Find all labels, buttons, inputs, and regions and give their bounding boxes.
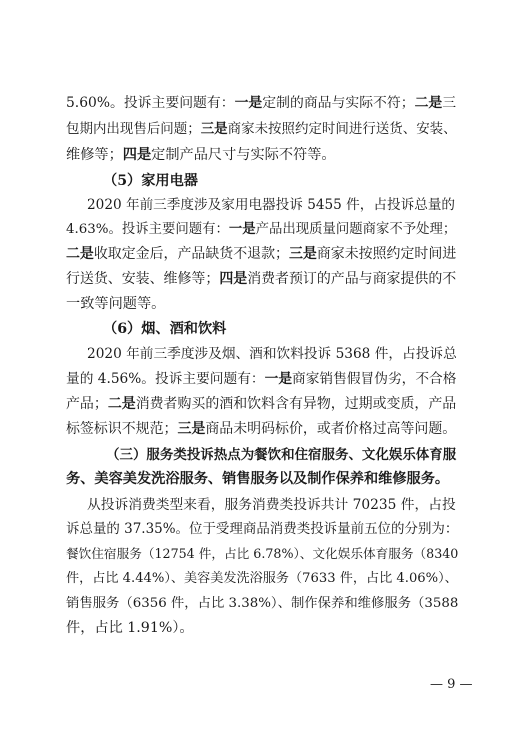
text-segment: 商家未按照约定时间进行送货、安装、 xyxy=(227,121,457,137)
text-segment: 商家销售假冒伪劣，不合格 xyxy=(292,371,457,387)
text-segment: 从投诉消费类型来看，服务消费类投诉共计 70235 件，占投 xyxy=(87,497,456,513)
text-line xyxy=(66,520,458,538)
text-line xyxy=(66,545,458,563)
text-segment: 5.60%。投诉主要问题有： xyxy=(66,95,235,111)
text-line xyxy=(66,420,456,438)
bold-text-segment: 一是 xyxy=(234,95,263,111)
text-segment: 商品未明码标价，或者价格过高等问题。 xyxy=(205,421,457,437)
text-line xyxy=(66,295,196,313)
bold-text-segment: 二是 xyxy=(66,246,94,262)
text-segment: 2020 年前三季度涉及家用电器投诉 5455 件，占投诉总量的 xyxy=(87,197,456,213)
text-segment: 三 xyxy=(442,95,457,111)
bold-text-segment: 二是 xyxy=(414,95,443,111)
page-number: — 9 — xyxy=(430,677,473,692)
text-line xyxy=(87,196,455,214)
text-segment: 消费者预订的产品与商家提供的不 xyxy=(247,271,457,287)
text-segment: 量的 4.56%。投诉主要问题有： xyxy=(66,371,265,387)
text-segment: 定制的商品与实际不符； xyxy=(262,95,415,111)
bold-text-segment: 四是 xyxy=(122,147,152,163)
text-segment: 4.63%。投诉主要问题有： xyxy=(66,222,229,237)
text-line xyxy=(87,345,457,363)
text-line xyxy=(66,470,458,488)
text-line xyxy=(66,94,456,112)
text-segment: 诉总量的 37.35%。位于受理商品消费类投诉量前五位的分别为： xyxy=(66,521,459,537)
text-line xyxy=(87,496,455,514)
text-segment: 商家未按照约定时间进 xyxy=(316,246,457,262)
text-segment: 定制产品尺寸与实际不符等。 xyxy=(151,147,336,163)
text-segment: 产品出现质量问题商家不予处理； xyxy=(255,222,457,237)
text-segment: 维修等； xyxy=(66,147,123,163)
text-line xyxy=(66,370,456,388)
bold-text-segment: 三是 xyxy=(200,121,228,137)
text-segment: 销售服务（6356 件，占比 3.38%）、制作保养和维修服务（3588 xyxy=(66,596,459,611)
text-segment: 一致等问题等。 xyxy=(66,296,166,312)
bold-text-segment: 三是 xyxy=(289,246,317,262)
text-segment: 产品； xyxy=(66,396,108,412)
text-line xyxy=(66,595,458,613)
text-segment: 标签标识不规范； xyxy=(66,421,178,437)
text-line xyxy=(66,395,456,413)
text-segment: 包期内出现售后问题； xyxy=(66,121,201,137)
text-segment: 餐饮住宿服务（12754 件，占比 6.78%）、文化娱乐体育服务（8340 xyxy=(66,546,459,561)
bold-text-segment: （6）烟、酒和饮料 xyxy=(103,321,227,337)
bold-text-segment: 务、美容美发洗浴服务、销售服务以及制作保养和维修服务。 xyxy=(66,471,450,487)
text-line xyxy=(103,172,219,190)
text-line xyxy=(66,245,456,263)
bold-text-segment: （三）服务类投诉热点为餐饮和住宿服务、文化娱乐体育服 xyxy=(106,447,457,463)
text-segment: 件，占比 4.44%）、美容美发洗浴服务（7633 件，占比 4.06%）、 xyxy=(66,571,458,586)
bold-text-segment: 三是 xyxy=(177,421,206,437)
bold-text-segment: 四是 xyxy=(219,271,248,287)
text-line xyxy=(66,619,196,637)
bold-text-segment: （5）家用电器 xyxy=(103,173,198,189)
text-line xyxy=(106,446,456,464)
text-line xyxy=(66,220,456,239)
text-segment: 2020 年前三季度涉及烟、酒和饮料投诉 5368 件，占投诉总 xyxy=(87,346,457,362)
bold-text-segment: 一是 xyxy=(264,371,293,387)
text-segment: 消费者购买的酒和饮料含有异物，过期或变质，产品 xyxy=(135,396,457,412)
text-segment: 件，占比 1.91%）。 xyxy=(66,620,194,636)
text-line xyxy=(103,320,231,338)
text-line xyxy=(66,120,456,138)
bold-text-segment: 二是 xyxy=(107,396,136,412)
text-line xyxy=(66,270,456,288)
bold-text-segment: 一是 xyxy=(228,221,256,237)
text-segment: 收取定金后，产品缺货不退款； xyxy=(93,246,289,262)
text-segment: 行送货、安装、维修等； xyxy=(66,271,220,287)
text-line xyxy=(66,570,458,588)
text-line xyxy=(66,146,352,164)
